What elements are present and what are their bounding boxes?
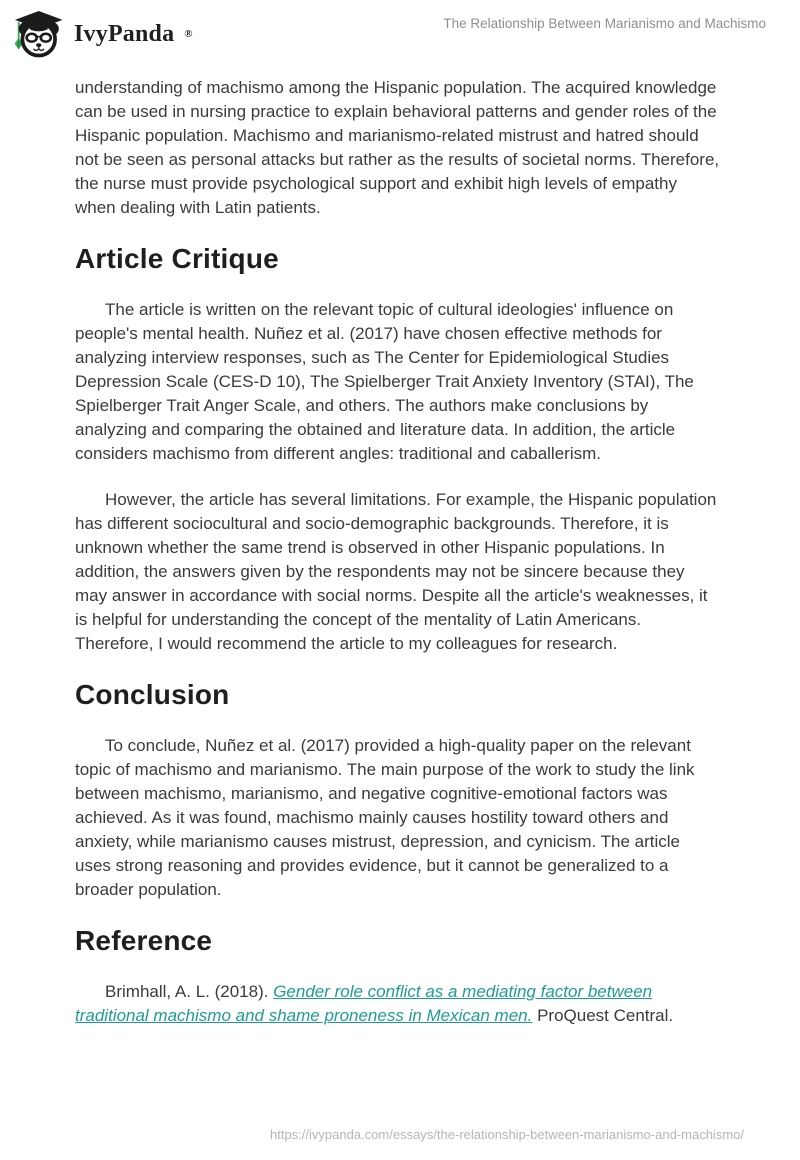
- document-content: [0, 62, 800, 1028]
- page-header: [0, 0, 800, 62]
- footer-url: https://ivypanda.com/essays/the-relationship-between-marianismo-and-machismo/: [270, 1127, 744, 1142]
- reference-author-year: Brimhall, A. L. (2018).: [105, 982, 274, 1001]
- reference-entry: [75, 980, 720, 1028]
- registered-trademark: ®: [184, 28, 193, 40]
- reference-link[interactable]: Gender role conflict as a mediating factor between traditional machismo and shame proneness in Mexican men.: [75, 982, 653, 1025]
- reference-source: ProQuest Central.: [532, 1006, 674, 1025]
- section-heading-conclusion: Conclusion: [75, 679, 230, 710]
- section-heading-article-critique: Article Critique: [75, 243, 279, 274]
- paragraph-critique-2: However, the article has several limitations. For example, the Hispanic population has different sociocultural and socio-demographic backgrounds. Therefore, it is unknown whether the same trend is observed in other Hispanic populations. In addition, the answers given by the respondents may not be sincere because they may answer in accordance with social norms. Despite all the article's weaknesses, it is helpful for understanding the concept of the mentality of Latin Americans. Therefore, I would recommend the article to my colleagues for research.: [75, 490, 717, 653]
- ivypanda-brand: [12, 8, 193, 60]
- paragraph-conclusion: To conclude, Nuñez et al. (2017) provided a high-quality paper on the relevant topic of machismo and marianismo. The main purpose of the work to study the link between machismo, marianismo, and negative cognitive-emotional factors was achieved. As it was found, machismo mainly causes hostility toward others and anxiety, while marianismo causes mistrust, depression, and cynicism. The article uses strong reasoning and provides evidence, but it cannot be generalized to a broader population.: [75, 736, 695, 899]
- paragraph-intro-continuation: understanding of machismo among the Hispanic population. The acquired knowledge can be used in nursing practice to explain behavioral patterns and gender roles of the Hispanic population. Machismo and marianismo-related mistrust and hatred should not be seen as personal attacks but rather as the results of societal norms. Therefore, the nurse must provide psychological support and exhibit high levels of empathy when dealing with Latin patients.: [75, 78, 720, 217]
- brand-name: IvyPanda: [74, 20, 175, 47]
- paragraph-critique-1: The article is written on the relevant topic of cultural ideologies' influence on people's mental health. Nuñez et al. (2017) have chosen effective methods for analyzing interview responses, such as The Center for Epidemiological Studies Depression Scale (CES-D 10), The Spielberger Trait Anxiety Inventory (STAI), The Spielberger Trait Anger Scale, and others. The authors make conclusions by analyzing and comparing the obtained and literature data. In addition, the article considers machismo from different angles: traditional and caballerism.: [75, 300, 694, 463]
- section-heading-reference: Reference: [75, 925, 213, 956]
- document-title: The Relationship Between Marianismo and Machismo: [443, 16, 766, 31]
- ivypanda-panda-logo-icon: [12, 8, 64, 60]
